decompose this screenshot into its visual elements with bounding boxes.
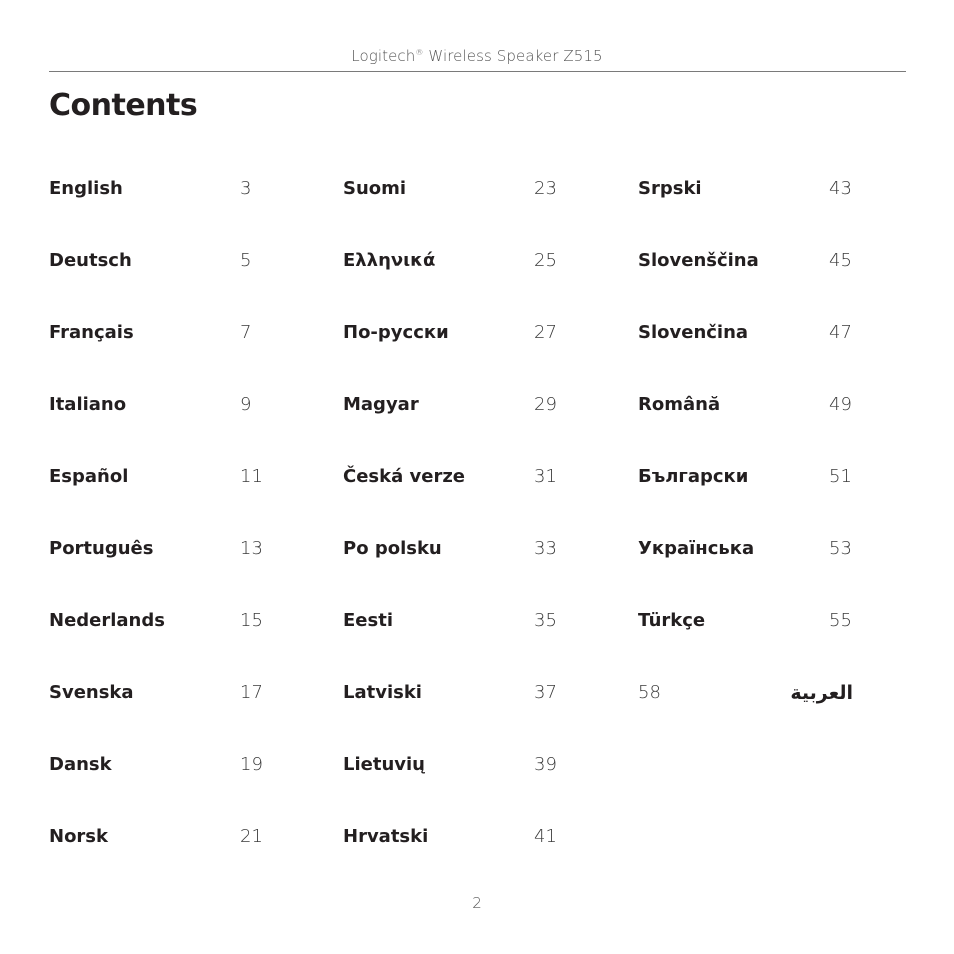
contents-column-2 bbox=[343, 176, 558, 896]
toc-page-number: 39 bbox=[534, 754, 557, 775]
toc-page-number: 35 bbox=[534, 610, 557, 631]
toc-language: Magyar bbox=[343, 394, 419, 415]
toc-page-number: 43 bbox=[829, 178, 852, 199]
toc-entry-turkce[interactable] bbox=[638, 608, 853, 680]
toc-entry-svenska[interactable] bbox=[49, 680, 264, 752]
contents-column-3 bbox=[638, 176, 853, 752]
toc-language: Srpski bbox=[638, 178, 702, 199]
page-title: Contents bbox=[49, 88, 198, 123]
toc-entry-magyar[interactable] bbox=[343, 392, 558, 464]
toc-entry-greek[interactable] bbox=[343, 248, 558, 320]
toc-language: Български bbox=[638, 466, 749, 487]
toc-page-number: 19 bbox=[240, 754, 263, 775]
running-header bbox=[0, 47, 954, 65]
brand-name: Logitech bbox=[351, 47, 416, 65]
toc-entry-russian[interactable] bbox=[343, 320, 558, 392]
toc-entry-slovencina[interactable] bbox=[638, 320, 853, 392]
toc-language: Eesti bbox=[343, 610, 393, 631]
toc-page-number: 51 bbox=[829, 466, 852, 487]
toc-language: Po polsku bbox=[343, 538, 442, 559]
toc-page-number: 41 bbox=[534, 826, 557, 847]
toc-entry-espanol[interactable] bbox=[49, 464, 264, 536]
toc-page-number: 31 bbox=[534, 466, 557, 487]
toc-entry-eesti[interactable] bbox=[343, 608, 558, 680]
toc-language: Lietuvių bbox=[343, 754, 425, 775]
toc-language: Română bbox=[638, 394, 721, 415]
toc-language: По-русски bbox=[343, 322, 449, 343]
toc-language: Latviski bbox=[343, 682, 422, 703]
toc-language: العربية bbox=[790, 682, 853, 704]
toc-entry-portugues[interactable] bbox=[49, 536, 264, 608]
toc-language: Suomi bbox=[343, 178, 407, 199]
toc-entry-norsk[interactable] bbox=[49, 824, 264, 896]
toc-entry-hrvatski[interactable] bbox=[343, 824, 558, 896]
page-number: 2 bbox=[472, 894, 482, 912]
product-name: Wireless Speaker Z515 bbox=[428, 47, 603, 65]
toc-page-number: 49 bbox=[829, 394, 852, 415]
toc-language: Deutsch bbox=[49, 250, 132, 271]
toc-language: Türkçe bbox=[638, 610, 706, 631]
toc-language: English bbox=[49, 178, 123, 199]
toc-page-number: 53 bbox=[829, 538, 852, 559]
toc-page-number: 47 bbox=[829, 322, 852, 343]
toc-entry-francais[interactable] bbox=[49, 320, 264, 392]
toc-page-number: 37 bbox=[534, 682, 557, 703]
toc-language: Norsk bbox=[49, 826, 108, 847]
toc-entry-romana[interactable] bbox=[638, 392, 853, 464]
toc-entry-latviski[interactable] bbox=[343, 680, 558, 752]
toc-language: Українська bbox=[638, 538, 755, 559]
toc-page-number: 45 bbox=[829, 250, 852, 271]
toc-entry-czech[interactable] bbox=[343, 464, 558, 536]
toc-entry-deutsch[interactable] bbox=[49, 248, 264, 320]
toc-language: Italiano bbox=[49, 394, 127, 415]
toc-page-number: 7 bbox=[240, 322, 252, 343]
toc-page-number: 17 bbox=[240, 682, 263, 703]
toc-page-number: 21 bbox=[240, 826, 263, 847]
toc-entry-italiano[interactable] bbox=[49, 392, 264, 464]
toc-entry-ukrainian[interactable] bbox=[638, 536, 853, 608]
toc-page-number: 55 bbox=[829, 610, 852, 631]
toc-language: Slovenčina bbox=[638, 322, 749, 343]
toc-language: Slovenščina bbox=[638, 250, 759, 271]
toc-language: Dansk bbox=[49, 754, 112, 775]
toc-entry-dansk[interactable] bbox=[49, 752, 264, 824]
toc-page-number: 58 bbox=[638, 682, 661, 703]
toc-entry-arabic[interactable] bbox=[638, 680, 853, 752]
toc-page-number: 25 bbox=[534, 250, 557, 271]
contents-column-1 bbox=[49, 176, 264, 896]
toc-entry-english[interactable] bbox=[49, 176, 264, 248]
toc-entry-polish[interactable] bbox=[343, 536, 558, 608]
toc-entry-nederlands[interactable] bbox=[49, 608, 264, 680]
toc-language: Česká verze bbox=[343, 466, 466, 487]
toc-language: Français bbox=[49, 322, 134, 343]
toc-page-number: 9 bbox=[240, 394, 252, 415]
toc-language: Nederlands bbox=[49, 610, 165, 631]
toc-page-number: 13 bbox=[240, 538, 263, 559]
header-divider bbox=[49, 71, 906, 72]
toc-page-number: 15 bbox=[240, 610, 263, 631]
toc-entry-srpski[interactable] bbox=[638, 176, 853, 248]
toc-page-number: 33 bbox=[534, 538, 557, 559]
toc-page-number: 5 bbox=[240, 250, 252, 271]
toc-entry-suomi[interactable] bbox=[343, 176, 558, 248]
toc-page-number: 29 bbox=[534, 394, 557, 415]
toc-entry-lietuviu[interactable] bbox=[343, 752, 558, 824]
toc-language: Hrvatski bbox=[343, 826, 429, 847]
toc-entry-bulgarian[interactable] bbox=[638, 464, 853, 536]
toc-language: Svenska bbox=[49, 682, 134, 703]
toc-page-number: 11 bbox=[240, 466, 263, 487]
toc-language: Ελληνικά bbox=[343, 250, 436, 271]
registered-mark: ® bbox=[415, 48, 424, 57]
toc-page-number: 27 bbox=[534, 322, 557, 343]
toc-page-number: 23 bbox=[534, 178, 557, 199]
toc-page-number: 3 bbox=[240, 178, 252, 199]
toc-language: Português bbox=[49, 538, 154, 559]
toc-language: Español bbox=[49, 466, 129, 487]
toc-entry-slovenscina[interactable] bbox=[638, 248, 853, 320]
